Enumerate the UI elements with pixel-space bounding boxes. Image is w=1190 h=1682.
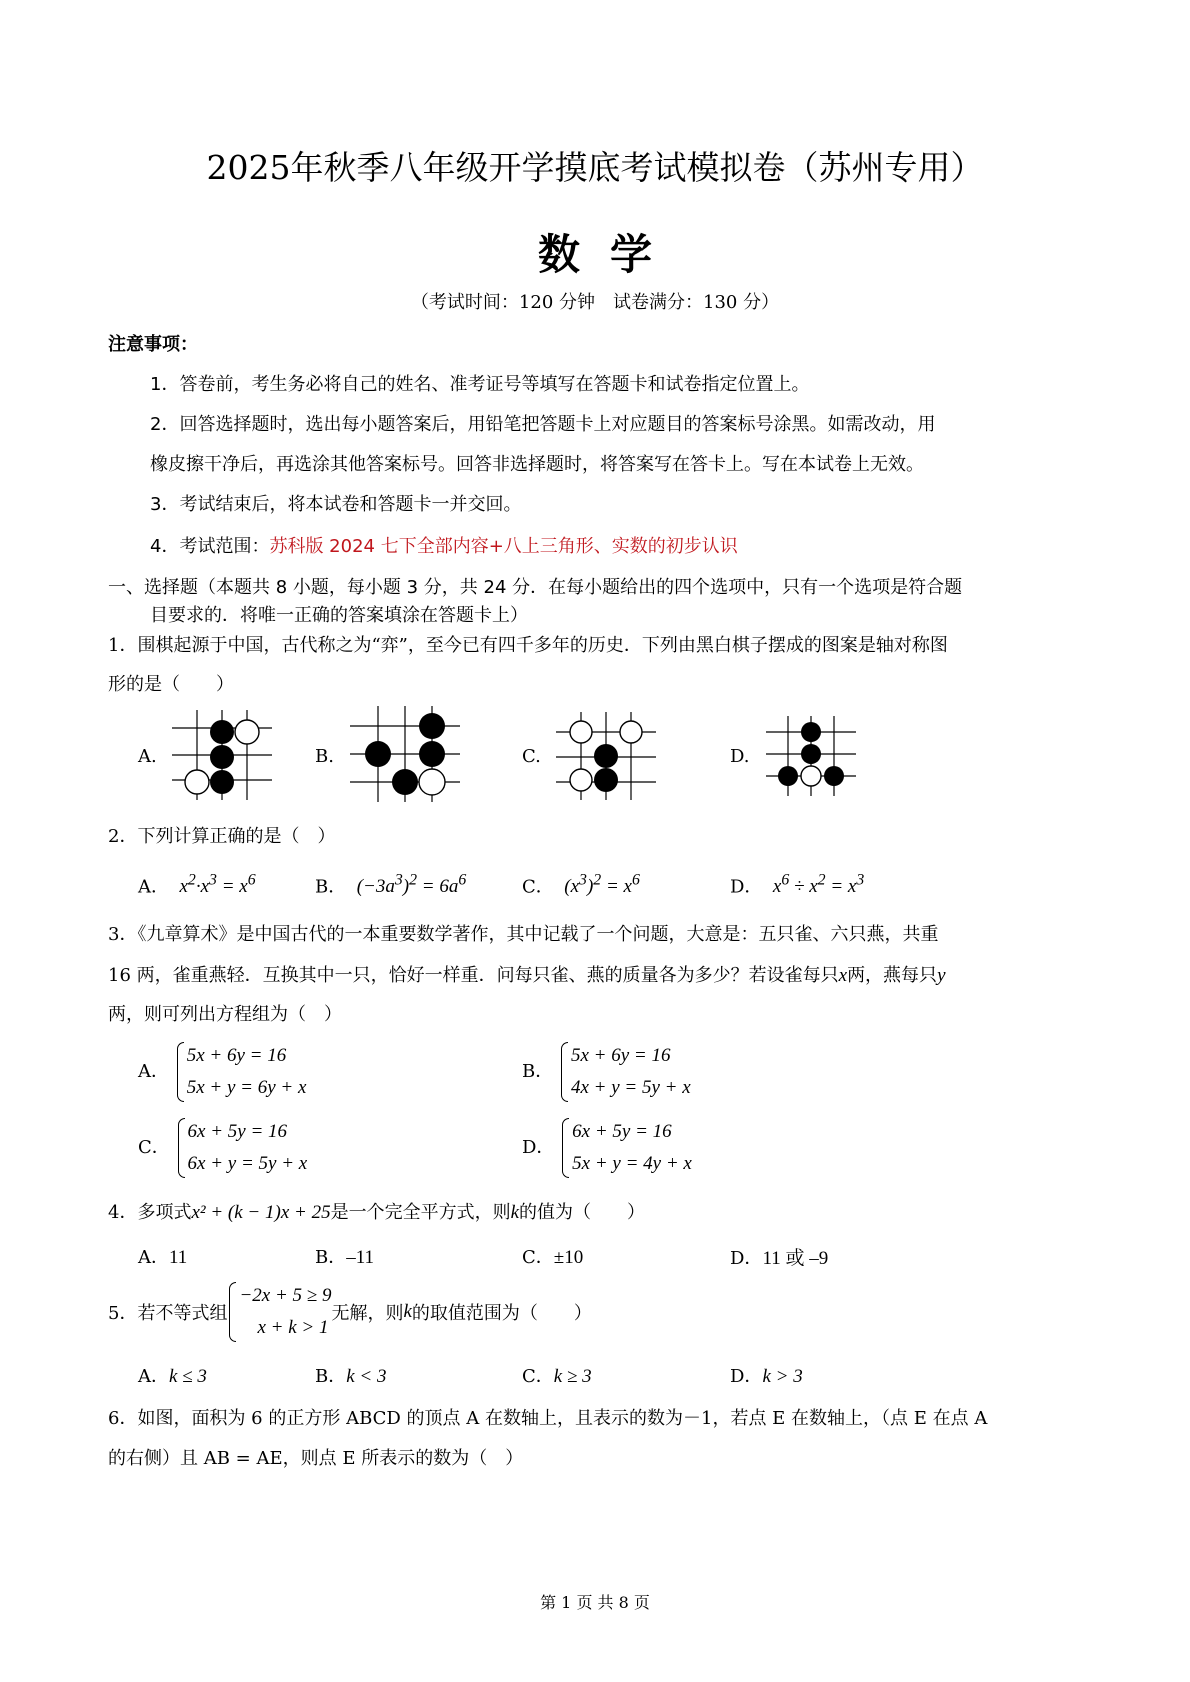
q4-mid: 是一个完全平方式，则	[330, 1202, 511, 1223]
q2-option-b	[315, 872, 466, 898]
option-value: k < 3	[346, 1366, 387, 1387]
q4-expression: x² + (k − 1)x + 25	[191, 1202, 331, 1223]
q5-prefix: 5．若不等式组	[108, 1303, 228, 1324]
option-label: D．	[730, 876, 763, 898]
black-stone	[594, 768, 618, 792]
q4-prefix: 4．多项式	[108, 1202, 192, 1223]
option-label: D．	[522, 1137, 555, 1158]
option-label: A．	[138, 876, 169, 898]
q5-option-b	[315, 1362, 387, 1388]
option-value: k ≥ 3	[553, 1366, 592, 1387]
q5-suffix: 的取值范围为（ ）	[411, 1303, 592, 1324]
q3-option-a	[138, 1040, 306, 1104]
q4-option-c	[522, 1243, 583, 1269]
equation: 6x + y = 5y + x	[187, 1153, 308, 1174]
q1-go-pattern-d	[766, 716, 856, 796]
page-title: 2025年秋季八年级开学摸底考试模拟卷（苏州专用）	[206, 148, 984, 187]
q6-stem: 6．如图，面积为 6 的正方形 ABCD 的顶点 A 在数轴上，且表示的数为－1，若点 E 在数轴上，（点 E 在点 A	[108, 1408, 988, 1429]
option-label: A．	[138, 1366, 169, 1387]
q5-mid: 无解，则	[331, 1303, 404, 1324]
equation: 5x + y = 4y + x	[572, 1153, 692, 1174]
black-stone	[801, 744, 821, 764]
q3-option-b	[522, 1040, 691, 1104]
note-item: 2．回答选择题时，选出每小题答案后，用铅笔把答题卡上对应题目的答案标号涂黑。如需改动，用	[150, 414, 936, 435]
option-value: k ≤ 3	[169, 1366, 207, 1387]
q6-stem-cont: 的右侧）且 AB = AE，则点 E 所表示的数为（ ）	[108, 1448, 524, 1469]
inequality-system	[227, 1280, 331, 1344]
note-scope-value: 苏科版 2024 七下全部内容+八上三角形、实数的初步认识	[269, 536, 738, 557]
note-item: 3．考试结束后，将本试卷和答题卡一并交回。	[150, 494, 522, 515]
subject-title: 数学	[537, 230, 682, 279]
note-item: 1．答卷前，考生务必将自己的姓名、准考证号等填写在答题卡和试卷指定位置上。	[150, 374, 810, 395]
black-stone	[392, 769, 418, 795]
equation: 6x + 5y = 16	[572, 1121, 672, 1142]
black-stone	[210, 770, 234, 794]
black-stone	[419, 741, 445, 767]
q1-go-pattern-b	[350, 706, 460, 802]
equation-system	[560, 1116, 692, 1180]
q2-option-c	[522, 872, 640, 898]
black-stone	[419, 713, 445, 739]
white-stone	[570, 721, 592, 743]
option-value: –11	[346, 1247, 375, 1268]
white-stone	[185, 770, 209, 794]
q2-option-d	[730, 872, 864, 898]
white-stone	[801, 766, 821, 786]
q3-stem: 3．《九章算术》是中国古代的一本重要数学著作，其中记载了一个问题，大意是：五只雀、六只燕，共重	[108, 924, 939, 945]
var-k: k	[510, 1202, 520, 1223]
black-stone	[594, 744, 618, 768]
option-label: B．	[315, 876, 347, 898]
q3-stem-cont	[108, 961, 946, 987]
black-stone	[210, 745, 234, 769]
exam-info: （考试时间：120 分钟 试卷满分：130 分）	[410, 292, 780, 313]
q1-option-b-label: B.	[315, 746, 334, 767]
equation: 4x + y = 5y + x	[570, 1077, 691, 1098]
q1-go-pattern-a	[172, 710, 272, 800]
q4-option-d	[730, 1243, 828, 1270]
q1-option-c-label: C.	[522, 746, 541, 767]
equation-system	[559, 1040, 691, 1104]
black-stone	[210, 720, 234, 744]
note-scope-label: 4．考试范围：	[150, 536, 270, 557]
option-value: 11 或 –9	[762, 1248, 829, 1269]
page-footer: 第 1 页 共 8 页	[540, 1593, 650, 1612]
q3-stem-mid: 两，燕每只	[847, 965, 938, 986]
option-label: C．	[522, 876, 554, 898]
q4-option-b	[315, 1243, 374, 1269]
q3-stem-text: 16 两，雀重燕轻．互换其中一只，恰好一样重．问每只雀、燕的质量各为多少？若设雀每只	[108, 965, 839, 986]
var-k: k	[403, 1301, 412, 1322]
section-heading: 一、选择题（本题共 8 小题，每小题 3 分，共 24 分．在每小题给出的四个选项中，只有一个选项是符合题	[108, 577, 963, 598]
q1-option-d-label: D.	[730, 746, 750, 767]
option-value: 11	[169, 1247, 188, 1268]
q5-option-a	[138, 1362, 207, 1388]
var-y: y	[937, 965, 946, 986]
option-expression: $x^2\cdot x^3 = x^6$	[174, 872, 256, 898]
equation-system	[176, 1116, 308, 1180]
option-label: D．	[730, 1248, 763, 1269]
black-stone	[801, 722, 821, 742]
option-label: C．	[522, 1366, 554, 1387]
note-item-scope	[150, 532, 738, 558]
q3-stem-end: 两，则可列出方程组为（ ）	[108, 1004, 342, 1025]
q3-option-c	[138, 1116, 307, 1180]
option-expression: $x^6 \div x^2 = x^3$	[768, 872, 865, 898]
q3-option-d	[522, 1116, 692, 1180]
option-expression: $(x^3)^2 = x^6$	[559, 872, 640, 898]
q4-stem	[108, 1198, 645, 1224]
q4-option-a	[138, 1243, 187, 1269]
white-stone	[419, 769, 445, 795]
equation: 5x + 6y = 16	[186, 1045, 287, 1066]
option-label: D．	[730, 1366, 763, 1387]
equation-system	[175, 1040, 307, 1104]
option-expression: $(-3a^3)^2 = 6a^6$	[351, 872, 467, 898]
var-x: x	[838, 965, 848, 986]
option-label: C．	[138, 1137, 170, 1158]
q1-stem: 1．围棋起源于中国，古代称之为“弈”，至今已有四千多年的历史．下列由黑白棋子摆成的图案是轴对称图	[108, 635, 948, 656]
q5-stem	[108, 1280, 592, 1344]
black-stone	[778, 766, 798, 786]
q2-option-a	[138, 872, 256, 898]
option-label: A．	[138, 1061, 169, 1082]
q1-stem-cont: 形的是（ ）	[108, 674, 234, 695]
option-label: C．	[522, 1247, 554, 1268]
option-label: B．	[522, 1061, 554, 1082]
option-label: B．	[315, 1247, 347, 1268]
equation: 5x + 6y = 16	[570, 1045, 671, 1066]
q1-option-a-label: A.	[138, 746, 157, 767]
q5-option-d	[730, 1362, 803, 1388]
equation: 5x + y = 6y + x	[186, 1077, 307, 1098]
option-label: A．	[138, 1247, 169, 1268]
option-label: B．	[315, 1366, 347, 1387]
notes-heading: 注意事项：	[108, 334, 198, 355]
section-heading-cont: 目要求的．将唯一正确的答案填涂在答题卡上）	[150, 605, 528, 626]
inequality: −2x + 5 ≥ 9	[239, 1285, 332, 1306]
black-stone	[824, 766, 844, 786]
option-value: ±10	[553, 1247, 584, 1268]
q4-suffix: 的值为（ ）	[519, 1202, 646, 1223]
white-stone	[620, 721, 642, 743]
q2-stem: 2．下列计算正确的是（ ）	[108, 826, 336, 847]
q5-option-c	[522, 1362, 592, 1388]
white-stone	[570, 769, 592, 791]
inequality: x + k > 1	[257, 1317, 329, 1338]
black-stone	[365, 741, 391, 767]
white-stone	[235, 720, 259, 744]
option-value: k > 3	[762, 1366, 803, 1387]
note-item: 橡皮擦干净后，再选涂其他答案标号。回答非选择题时，将答案写在答卡上。写在本试卷上无效。	[150, 454, 924, 475]
q1-go-pattern-c	[556, 712, 656, 800]
equation: 6x + 5y = 16	[187, 1121, 288, 1142]
